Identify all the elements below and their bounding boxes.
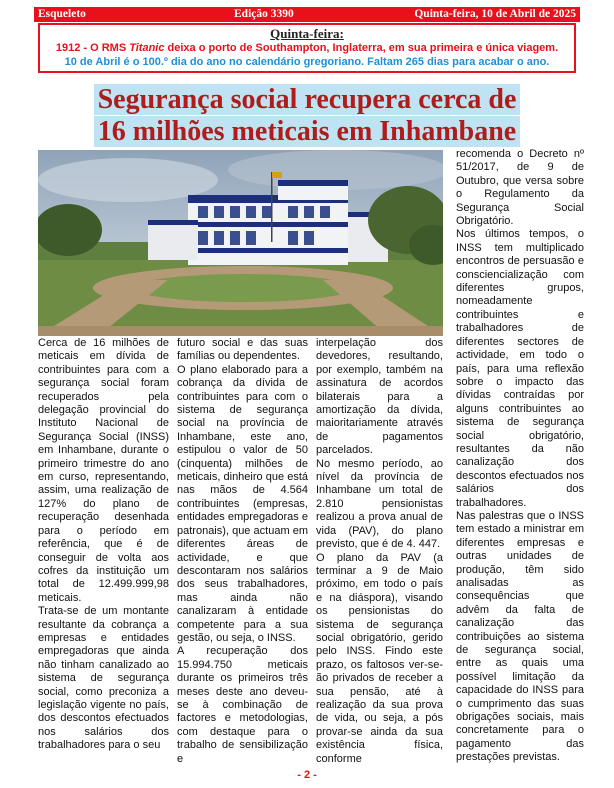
paragraph: futuro social e das suas famílias ou dependentes. [177, 337, 308, 363]
paragraph: A recuperação dos 15.994.750 meticais durante os primeiros três meses deste ano deveu-se à combinação de factores e metodologias, com destaque para o trabalho de sensibilização e [177, 645, 308, 765]
on-this-day-box [38, 23, 576, 73]
fact-prefix: 1912 - O RMS [55, 42, 130, 54]
edition-label: Edição 3390 [234, 8, 294, 20]
page-number: - 2 - [297, 769, 317, 781]
article-headline [0, 84, 614, 148]
fact-ship-name: Titanic [129, 42, 165, 54]
headline-line-1: Segurança social recupera cerca de [94, 84, 521, 115]
article-column-1 [38, 337, 169, 753]
section-label: Esqueleto [38, 8, 86, 20]
paragraph: Cerca de 16 milhões de meticais em dívida de contribuintes para com a segurança social foram recuperados pela delegação provincial do Instituto Nacional de Segurança Social (INSS) em Inhambane, durante o primeiro trimestre do ano em curso, representando, assim, uma realização de 127% do plano de recuperação desenhada para o período em referência, que é de conseguir de volta aos cofres da instituição um total de 12.499.999,98 meticais. [38, 337, 169, 604]
paragraph: recomenda o Decreto nº 51/2017, de 9 de Outubro, que versa sobre o Regulamento da Segurança Social Obrigatório. [456, 148, 584, 228]
article-column-3 [316, 337, 443, 766]
building-photo [38, 150, 443, 336]
paragraph: No mesmo período, ao nível da província de Inhambane um total de 2.810 pensionistas realizou a prova anual de vida (PAV), do plano previsto, que é de 4. 447. [316, 457, 443, 551]
header-bar [34, 7, 580, 22]
paragraph: Nas palestras que o INSS tem estado a ministrar em diferentes empresas e outras unidades de produção, têm sido analisadas as consequências que advêm da falta de canalização das contribuições ao sistema de segurança social, entre as quais uma possível limitação da capacidade do INSS para o cumprimento das suas obrigações sociais, mais concretamente para o pagamento das prestações previstas. [456, 509, 584, 764]
fact-suffix: deixa o porto de Southampton, Inglaterra, em sua primeira e única viagem. [164, 42, 559, 54]
paragraph: O plano da PAV (a terminar a 9 de Maio próximo, em todo o país e na diáspora), visando os pensionistas do sistema de segurança social obrigatório, gerido pelo INSS. Findo este prazo, os faltosos ver-se-ão privados de receber a sua pensão, até à realização da sua prova de vida, ou seja, a pós provar-se ainda da sua existência física, conforme [316, 551, 443, 765]
article-column-2 [177, 337, 308, 766]
paragraph: O plano elaborado para a cobrança da dívida de contribuintes para com o sistema de segurança social na província de Inhambane, este ano, estipulou o valor de 50 (cinquenta) milhões de meticais, dinheiro que está nas mãos de 4.564 contribuintes (empresas, entidades empregadoras e patronais), que actuam em diferentes áreas de actividade, e que descontaram nos salários dos seus trabalhadores, mas ainda não canalizaram à entidade competente para a sua gestão, ou seja, o INSS. [177, 363, 308, 644]
on-this-day-fact [40, 41, 574, 55]
article-column-4 [456, 148, 584, 765]
paragraph: Trata-se de um montante resultante da cobrança a empresas e entidades empregadoras que ainda não tinham canalizado ao sistema de segurança social, como preconiza a legislação vigente no país, dos descontos efectuados nos salários dos trabalhadores para o seu [38, 605, 169, 752]
paragraph: Nos últimos tempos, o INSS tem multiplicado encontros de persuasão e consciencialização com diferentes grupos, nomeadamente contribuintes e trabalhadores de diferentes sectores de actividade, em todo o país, para uma reflexão sobre o impacto das dívidas contraídas por alguns contribuintes ao sistema de segurança social obrigatório, resultantes da não canalização dos descontos efectuados nos salários dos trabalhadores. [456, 228, 584, 509]
paragraph: interpelação dos devedores, resultando, por exemplo, também na assinatura de acordos bilaterais para a amortização da dívida, maioritariamente através de pagamentos parcelados. [316, 337, 443, 457]
day-of-year-note: 10 de Abril é o 100.º dia do ano no calendário gregoriano. Faltam 265 dias para acabar o ano. [64, 56, 550, 68]
headline-line-2: 16 milhões meticais em Inhambane [94, 116, 520, 147]
on-this-day-title: Quinta-feira: [270, 26, 344, 41]
date-label: Quinta-feira, 10 de Abril de 2025 [414, 8, 576, 20]
